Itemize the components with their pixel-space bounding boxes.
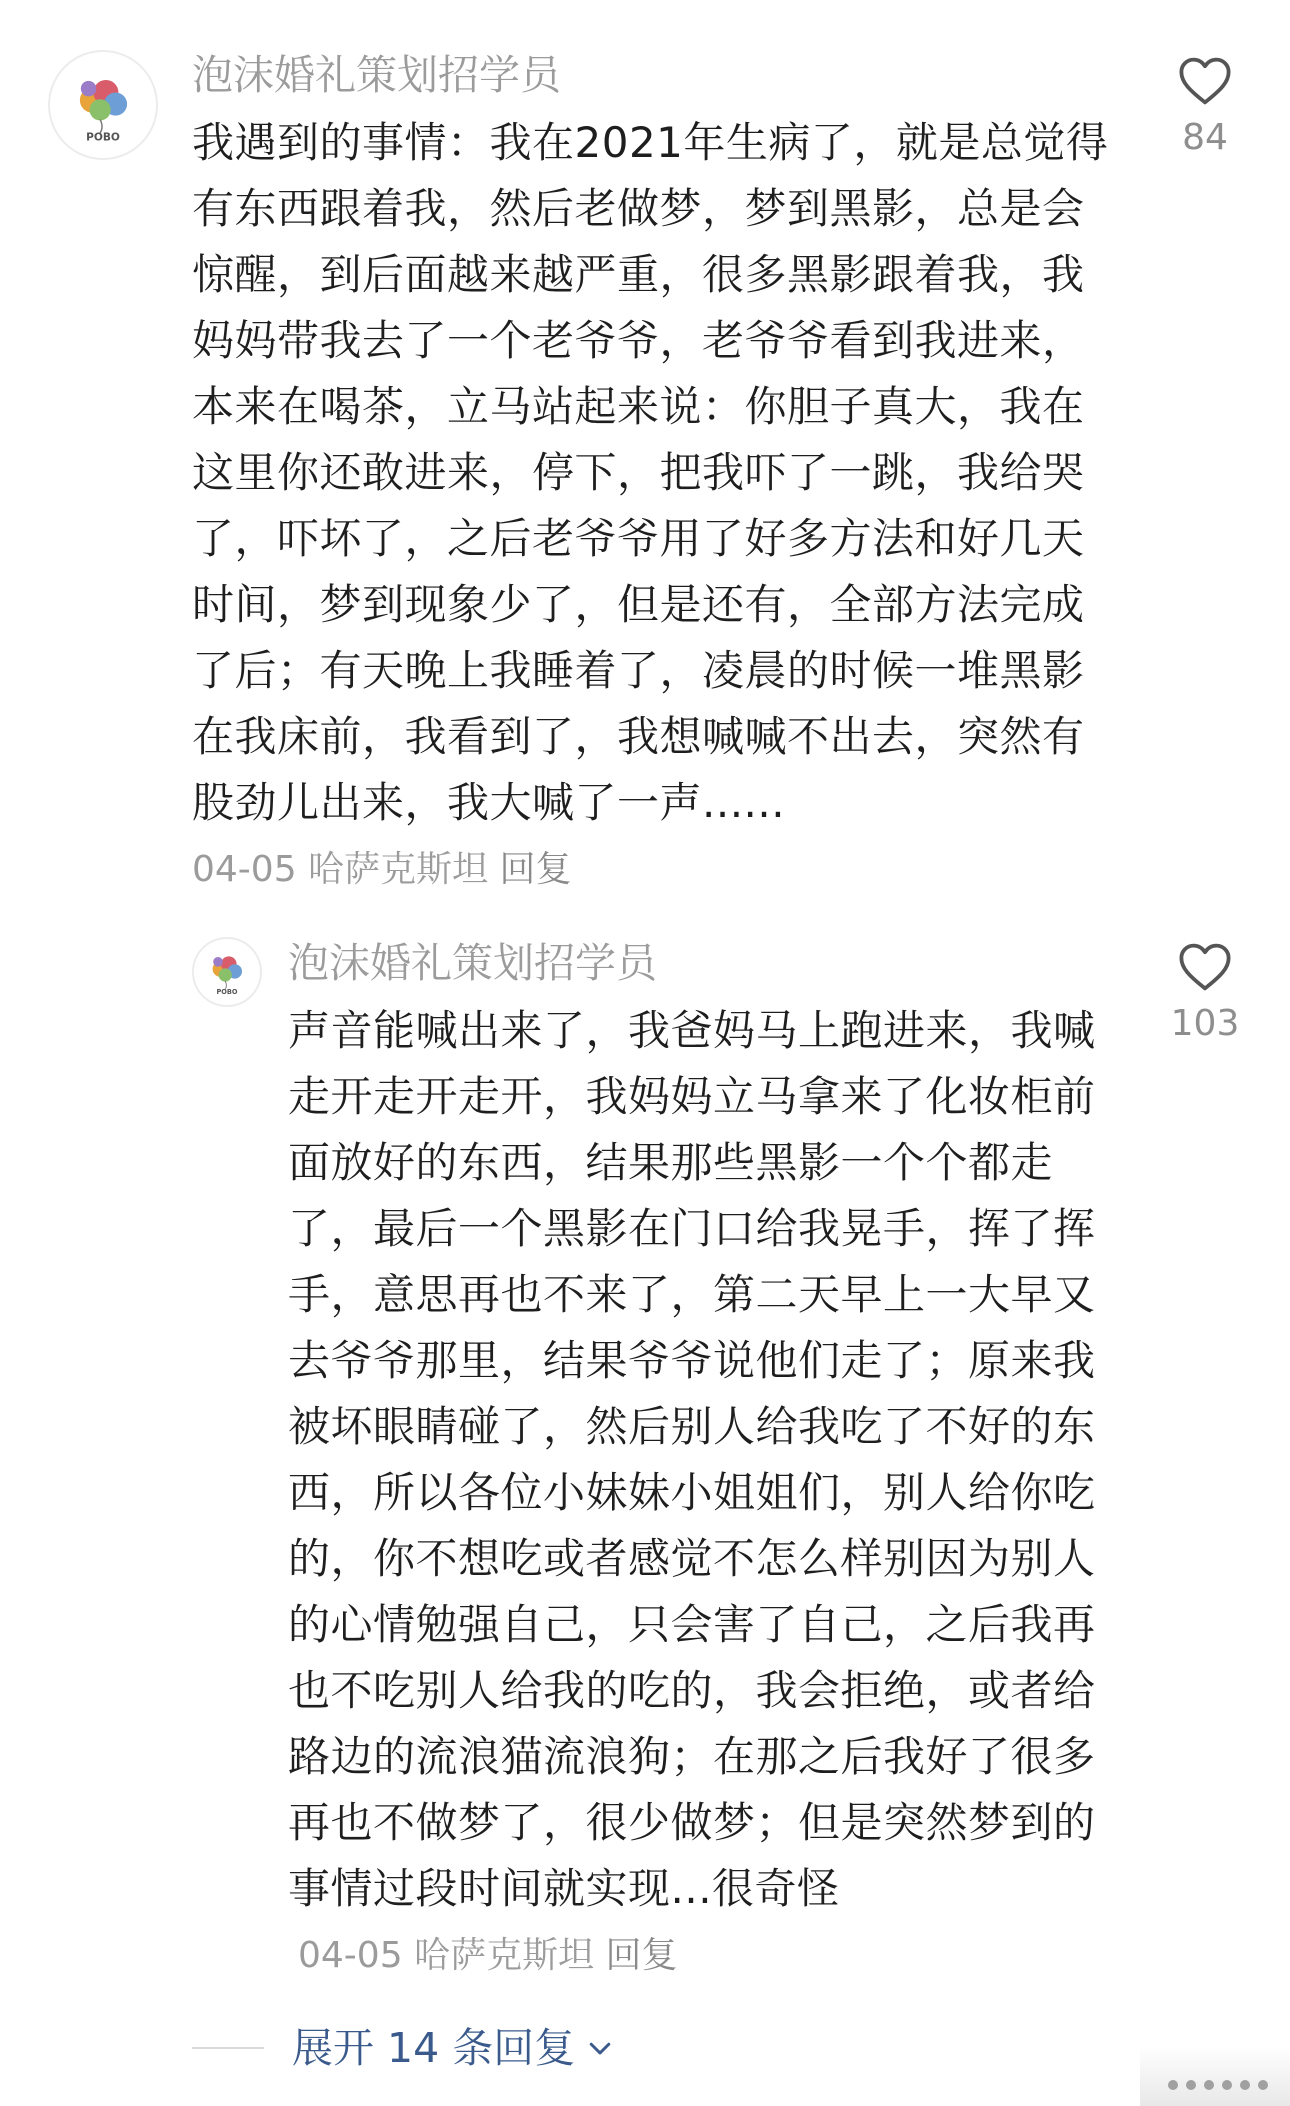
reply-text: 声音能喊出来了，我爸妈马上跑进来，我喊 走开走开走开，我妈妈立马拿来了化妆柜前 面放好的东西，结果那些黑影一个个都走 了，最后一个黑影在门口给我晃手，挥了挥 手，意思再也不来了，第二天早上一大早又 去爷爷那里，结果爷爷说他们走了；原来我 被坏眼睛碰了，然后别人给我吃了不好的东 西，所以各位小妹妹小姐姐们，别人给你吃 的，你不想吃或者感觉不怎么样别因为别人 的心情勉强自己，只会害了自己，之后我再 也不吃别人给我的吃的，我会拒绝，或者给 路边的流浪猫流浪狗；在那之后我好了很多 再也不做梦了，很少做梦；但是突然梦到的 事情过段时间就实现...很奇怪: [288, 1006, 1096, 1913]
like-count: 84: [1182, 117, 1228, 158]
like-count: 103: [1170, 1003, 1240, 1044]
expand-replies-button[interactable]: [192, 2020, 615, 2076]
svg-text:POBO: POBO: [86, 131, 120, 144]
expand-replies-label: 展开 14 条回复: [292, 2024, 576, 2072]
chevron-down-icon: [585, 2033, 615, 2063]
heart-outline-icon: [1178, 56, 1232, 106]
divider: [192, 2047, 264, 2049]
reply-button[interactable]: 回复: [605, 1935, 678, 1976]
like-button[interactable]: [1150, 56, 1260, 160]
reply-location: 哈萨克斯坦: [414, 1935, 595, 1976]
comment-username[interactable]: 泡沫婚礼策划招学员: [192, 51, 561, 99]
heart-outline-icon: [1178, 942, 1232, 992]
balloon-logo-icon: [194, 939, 260, 1005]
comment-date: 04-05: [192, 849, 297, 890]
reply-meta: [298, 1934, 678, 1978]
reply-button[interactable]: 回复: [499, 849, 572, 890]
reply-username[interactable]: 泡沫婚礼策划招学员: [288, 939, 657, 987]
svg-text:POBO: POBO: [216, 988, 238, 997]
comment-meta: [192, 848, 572, 892]
avatar[interactable]: [192, 937, 262, 1007]
watermark-dots: [1140, 2046, 1290, 2106]
comment-text: 我遇到的事情：我在2021年生病了，就是总觉得 有东西跟着我，然后老做梦，梦到黑影，总是会 惊醒，到后面越来越严重，很多黑影跟着我，我 妈妈带我去了一个老爷爷，老爷爷看到我进来， 本来在喝茶，立马站起来说：你胆子真大，我在 这里你还敢进来，停下，把我吓了一跳，我给哭 了，吓坏了，之后老爷爷用了好多方法和好几天 时间，梦到现象少了，但是还有，全部方法完成 了后；有天晚上我睡着了，凌晨的时候一堆黑影 在我床前，我看到了，我想喊喊不出去，突然有 股劲儿出来，我大喊了一声......: [192, 118, 1109, 827]
avatar[interactable]: [48, 50, 158, 160]
balloon-logo-icon: [50, 52, 156, 158]
like-button[interactable]: [1150, 942, 1260, 1046]
reply-date: 04-05: [298, 1935, 403, 1976]
comment-location: 哈萨克斯坦: [308, 849, 489, 890]
